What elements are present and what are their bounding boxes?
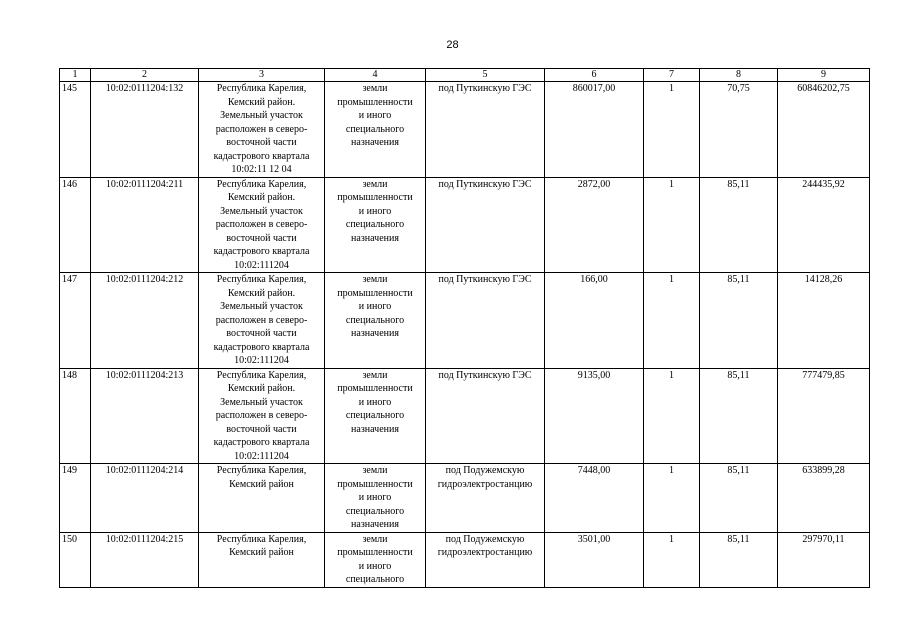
- land-category-cell-line: специального: [345, 123, 405, 135]
- land-category-cell-line: земли: [362, 533, 388, 545]
- location-cell-line: восточной части: [226, 328, 297, 339]
- location-cell-line: расположен в северо-: [215, 219, 308, 230]
- permitted-use-cell: [426, 464, 545, 533]
- land-category-cell-line: назначения: [351, 137, 399, 148]
- location-cell-line: Кемский район.: [227, 287, 296, 299]
- area-cell: 3501,00: [545, 532, 644, 587]
- table-row: [60, 177, 870, 273]
- permitted-use-cell-line: под Путкинскую ГЭС: [438, 178, 532, 190]
- total-value-cell: 244435,92: [778, 177, 870, 273]
- land-category-cell-line: и иного: [358, 396, 392, 408]
- land-category-cell-line: специального: [345, 314, 405, 326]
- area-cell: 7448,00: [545, 464, 644, 533]
- permitted-use-cell: [426, 532, 545, 587]
- column-header: 6: [545, 69, 644, 82]
- column-header: 1: [60, 69, 91, 82]
- column-header: 4: [325, 69, 426, 82]
- permitted-use-cell: [426, 368, 545, 464]
- location-cell-line: Кемский район: [229, 547, 294, 558]
- location-cell-line: восточной части: [226, 423, 297, 435]
- permitted-use-cell-line: под Путкинскую ГЭС: [438, 274, 532, 285]
- rate-cell: 85,11: [700, 368, 778, 464]
- location-cell-line: 10:02:111204: [234, 355, 289, 366]
- land-category-cell: [325, 368, 426, 464]
- land-category-cell-line: земли: [362, 465, 388, 476]
- land-category-cell: [325, 177, 426, 273]
- land-category-cell-line: специального: [345, 505, 405, 517]
- location-cell-line: Республика Карелия,: [216, 533, 307, 545]
- location-cell-line: восточной части: [226, 137, 297, 148]
- rate-cell: 85,11: [700, 273, 778, 369]
- location-cell-line: восточной части: [226, 232, 297, 244]
- location-cell-line: Республика Карелия,: [216, 178, 307, 190]
- total-value-cell: 297970,11: [778, 532, 870, 587]
- land-category-cell-line: промышленности: [337, 287, 413, 299]
- rate-cell: 85,11: [700, 464, 778, 533]
- location-cell-line: расположен в северо-: [215, 314, 308, 326]
- cadastral-number-cell: 10:02:0111204:213: [91, 368, 199, 464]
- location-cell-line: 10:02:111204: [234, 450, 289, 462]
- land-register-table: [59, 68, 870, 588]
- location-cell-line: Земельный участок: [220, 110, 303, 121]
- area-cell: 166,00: [545, 273, 644, 369]
- land-category-cell-line: земли: [362, 369, 388, 381]
- location-cell: [199, 532, 325, 587]
- location-cell-line: Земельный участок: [220, 205, 303, 217]
- column-header-row: [60, 69, 870, 82]
- location-cell-line: Кемский район.: [227, 383, 296, 394]
- permitted-use-cell: [426, 82, 545, 178]
- location-cell-line: Земельный участок: [220, 396, 303, 408]
- permitted-use-cell-line: под Подужемскую: [445, 465, 525, 476]
- location-cell-line: кадастрового квартала: [213, 246, 310, 257]
- location-cell: [199, 177, 325, 273]
- column-header: 9: [778, 69, 870, 82]
- total-value-cell: 633899,28: [778, 464, 870, 533]
- cadastral-number-cell: 10:02:0111204:212: [91, 273, 199, 369]
- location-cell-line: Республика Карелия,: [216, 274, 307, 285]
- coefficient-cell: 1: [644, 273, 700, 369]
- location-cell-line: Республика Карелия,: [216, 369, 307, 381]
- table-body: [60, 82, 870, 588]
- column-header: 8: [700, 69, 778, 82]
- land-category-cell-line: земли: [362, 178, 388, 190]
- row-number-cell: 145: [60, 82, 91, 178]
- land-category-cell-line: и иного: [358, 205, 392, 217]
- land-category-cell: [325, 273, 426, 369]
- rate-cell: 70,75: [700, 82, 778, 178]
- coefficient-cell: 1: [644, 82, 700, 178]
- location-cell-line: Республика Карелия,: [216, 83, 307, 94]
- location-cell-line: расположен в северо-: [215, 123, 308, 135]
- row-number-cell: 149: [60, 464, 91, 533]
- area-cell: 2872,00: [545, 177, 644, 273]
- land-category-cell-line: назначения: [351, 328, 399, 339]
- row-number-cell: 148: [60, 368, 91, 464]
- area-cell: 9135,00: [545, 368, 644, 464]
- table-row: [60, 368, 870, 464]
- land-category-cell-line: земли: [362, 83, 388, 94]
- land-category-cell-line: и иного: [358, 492, 392, 503]
- location-cell-line: Кемский район.: [227, 96, 296, 108]
- land-category-cell-line: назначения: [351, 519, 399, 530]
- cadastral-number-cell: 10:02:0111204:132: [91, 82, 199, 178]
- permitted-use-cell: [426, 177, 545, 273]
- location-cell-line: кадастрового квартала: [213, 341, 310, 353]
- location-cell-line: 10:02:111204: [234, 259, 289, 271]
- location-cell-line: Кемский район.: [227, 192, 296, 203]
- land-category-cell-line: земли: [362, 274, 388, 285]
- land-category-cell-line: назначения: [351, 232, 399, 244]
- total-value-cell: 14128,26: [778, 273, 870, 369]
- land-category-cell-line: и иного: [358, 560, 392, 572]
- land-category-cell-line: специального: [345, 219, 405, 230]
- table-row: [60, 464, 870, 533]
- location-cell-line: Кемский район: [229, 478, 294, 490]
- permitted-use-cell: [426, 273, 545, 369]
- column-header: 7: [644, 69, 700, 82]
- coefficient-cell: 1: [644, 464, 700, 533]
- location-cell-line: кадастрового квартала: [213, 437, 310, 448]
- location-cell-line: кадастрового квартала: [213, 150, 310, 162]
- land-category-cell-line: и иного: [358, 110, 392, 121]
- location-cell: [199, 273, 325, 369]
- location-cell: [199, 464, 325, 533]
- land-category-cell: [325, 464, 426, 533]
- column-header: 3: [199, 69, 325, 82]
- location-cell-line: расположен в северо-: [215, 410, 308, 421]
- permitted-use-cell-line: под Путкинскую ГЭС: [438, 369, 532, 381]
- permitted-use-cell-line: под Подужемскую: [445, 533, 525, 545]
- location-cell: [199, 82, 325, 178]
- location-cell: [199, 368, 325, 464]
- page-number: 28: [446, 39, 459, 51]
- row-number-cell: 147: [60, 273, 91, 369]
- cadastral-number-cell: 10:02:0111204:211: [91, 177, 199, 273]
- total-value-cell: 60846202,75: [778, 82, 870, 178]
- location-cell-line: 10:02:11 12 04: [231, 164, 292, 175]
- table-row: [60, 82, 870, 178]
- land-category-cell-line: промышленности: [337, 547, 413, 558]
- coefficient-cell: 1: [644, 532, 700, 587]
- rate-cell: 85,11: [700, 177, 778, 273]
- land-category-cell: [325, 532, 426, 587]
- land-category-cell: [325, 82, 426, 178]
- cadastral-number-cell: 10:02:0111204:215: [91, 532, 199, 587]
- land-category-cell-line: промышленности: [337, 192, 413, 203]
- land-category-cell-line: промышленности: [337, 383, 413, 394]
- cadastral-number-cell: 10:02:0111204:214: [91, 464, 199, 533]
- row-number-cell: 150: [60, 532, 91, 587]
- column-header: 5: [426, 69, 545, 82]
- location-cell-line: Земельный участок: [220, 301, 303, 312]
- row-number-cell: 146: [60, 177, 91, 273]
- location-cell-line: Республика Карелия,: [216, 465, 307, 476]
- total-value-cell: 777479,85: [778, 368, 870, 464]
- coefficient-cell: 1: [644, 368, 700, 464]
- permitted-use-cell-line: гидроэлектростанцию: [437, 478, 533, 490]
- rate-cell: 85,11: [700, 532, 778, 587]
- permitted-use-cell-line: гидроэлектростанцию: [437, 547, 533, 558]
- land-category-cell-line: специального: [345, 410, 405, 421]
- land-category-cell-line: специального: [345, 574, 405, 585]
- land-category-cell-line: промышленности: [337, 478, 413, 490]
- land-category-cell-line: и иного: [358, 301, 392, 312]
- land-category-cell-line: промышленности: [337, 96, 413, 108]
- area-cell: 860017,00: [545, 82, 644, 178]
- table-row: [60, 532, 870, 587]
- column-header: 2: [91, 69, 199, 82]
- table-row: [60, 273, 870, 369]
- coefficient-cell: 1: [644, 177, 700, 273]
- land-category-cell-line: назначения: [351, 423, 399, 435]
- permitted-use-cell-line: под Путкинскую ГЭС: [438, 83, 532, 94]
